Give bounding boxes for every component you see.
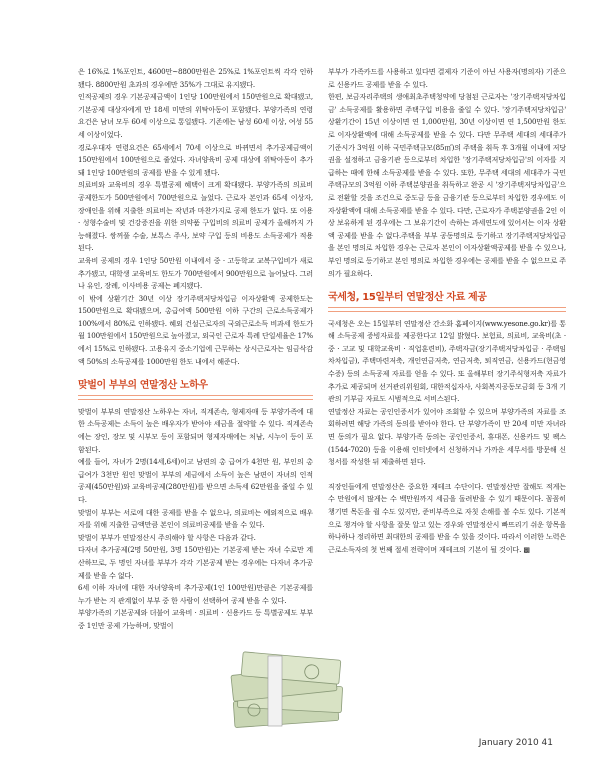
paragraph: 부양가족의 기본공제와 더불어 교육비 · 의료비 · 신용카드 등 특별공제도 부부 중 1인만 공제 가능하며, 맞벌이 (78, 608, 313, 630)
paragraph: 국세청은 오는 15일부터 연말정산 간소화 홈페이지(www.yesone.go.kr)를 통해 소득공제 증빙자료를 제공한다고 12일 밝혔다. 보험료, 의료비, 교육비(초 · 중 · 고교 및 대학교육비 · 직업훈련비), 주택자금(장기주택저당차입금 · 주택임차차입금), 주택마련저축, 개인연금저축, 연금저축, 퇴직연금, 신용카드(현금영수증) 등의 소득공제 자료를 얻을 수 있다. 또 올해부터 장기주식형저축 자료가 추가로 제공되며 선거관리위원회, 대한적십자사, 사회복지공동모금회 등 3개 기관의 기부금 자료도 시범적으로 서비스된다. (328, 318, 566, 404)
paragraph: 예를 들어, 자녀가 2명(14세,6세)이고 남편의 총 급여가 4천만 원, 부인의 총 급여가 3천만 원인 맞벌이 부부의 세금에서 소득이 높은 남편이 자녀의 인적 공제(450만원)와 교육비공제(280만원)를 받으면 소득세 62만원을 줄일 수 있다. (78, 457, 313, 504)
paragraph: 이 밖에 상환기간 30년 이상 장기주택저당차입금 이자상환액 공제한도는 1500만원으로 확대됐으며, 총급여액 500만원 이하 구간의 근로소득공제가 100%에서 80%로 인하됐다. 혜외 건설근로자의 국외근로소득 비과세 한도가 월 100만원에서 150만원으로 높아졌고, 외국인 근로자 특례 단일세율은 17%에서 15%로 인하됐다. 고용유지 중소기업에 근무하는 상시근로자는 임금삭감액 50%의 소득공제를 1000만원 한도 내에서 해준다. (78, 293, 313, 366)
paragraph: 부부가 가족카드를 사용하고 있다면 결제자 기준이 아닌 사용자(명의자) 기준으로 신용카드 공제를 받을 수 있다. (328, 67, 566, 89)
right-column (328, 66, 566, 556)
page-number: 41 (541, 738, 553, 748)
paragraph: 연말정산 자료는 공인인증서가 있어야 조회할 수 있으며 부양가족의 자료를 조회하려면 해당 가족의 동의를 받아야 한다. 단 부양가족이 만 20세 미만 자녀라면 동의가 필요 없다. 부양가족 동의는 공인인증서, 휴대폰, 신용카드 및 팩스(1544-7020) 등을 이용해 인터넷에서 신청하거나 가까운 세무서를 방문해 신청서를 작성한 뒤 제출하면 된다. (328, 406, 566, 467)
paragraph: 다자녀 추가공제(2명 50만원, 3명 150만원)는 기본공제 받는 자녀 수로만 계산하므로, 두 명인 자녀를 부부가 각각 기본공제 받는 경우에는 다자녀 추가공제를 받을 수 없다. (78, 545, 313, 580)
paragraph: 한편, 보금자리주택의 생애최초주택청약에 당첨된 근로자는 '장기주택저당차입금' 소득공제를 활용하면 주택구입 비용을 줄일 수 있다. '장기주택저당차입금' 상환기간이 15년 이상이면 연 1,000만원, 30년 이상이면 연 1,500만원 한도로 이자상환액에 대해 소득공제를 받을 수 있다. 다만 무주택 세대의 세대주가 기준시가 3억원 이하 국민주택규모(85㎡)의 주택을 취득 후 3개월 이내에 저당권을 설정하고 금융기관 등으로부터 차입한 '장기주택저당차입금'의 이자를 지급하는 때에 한해 소득공제를 받을 수 있다. 또한, 무주택 세대의 세대주가 국민주택규모의 3억원 이하 주택분양권을 취득하고 완공 시 '장기주택저당차입금'으로 전환할 것을 조건으로 중도금 등을 금융기관 등으로부터 차입한 경우에도 이자상환액에 대해 소득공제를 받을 수 있다. 다만, 근로자가 주택분양권을 2인 이상 보유하게 된 경우에는 그 보유기간이 속하는 과세연도에 있어서는 이자 상환액 공제를 받을 수 없다.주택을 부부 공동명의로 등기하고 장기주택저당차입금을 본인 명의로 차입한 경우는 근로자 본인이 이자상환액공제를 받을 수 있으나, 부인 명의로 등기하고 본인 명의로 차입한 경우에는 공제를 받을 수 없으므로 주의가 필요하다. (328, 92, 566, 278)
paragraph: 맞벌이 부부의 연말정산 노하우는 자녀, 직계존속, 형제자매 등 부양가족에 대한 소득공제는 소득이 높은 배우자가 받아야 세금을 절약할 수 있다. 직계존속에는 장인, 장모 및 시부모 등이 포함되며 형제자매에는 처남, 시누이 등이 포함된다. (78, 406, 313, 454)
paragraph: 맞벌이 부부가 연말정산시 주의해야 할 사항은 다음과 같다. (78, 532, 256, 542)
paragraph: 교육비 공제의 경우 1인당 50만원 이내에서 중 · 고등학교 교복구입비가 새로 추가됐고, 대학생 교육비도 한도가 700만원에서 900만원으로 늘어났다. 그러나 유인, 장례, 이사비용 공제는 폐지됐다. (78, 255, 313, 291)
paragraph: 의료비와 교육비의 경우 특별공제 혜택이 크게 확대됐다. 부양가족의 의료비 공제한도가 500만원에서 700만원으로 늘었다. 근로자 본인과 65세 이상자, 장애인을 위해 지출한 의료비는 작년과 마찬가지로 공제 한도가 없다. 또 이용 · 성형수술비 및 건강증진을 위한 의약품 구입비의 의료비 공제가 올해까지 가능해졌다. 쌍꺼풀 수술, 보톡스 주사, 보약 구입 등의 비용도 소득공제가 적용된다. (78, 180, 313, 253)
heading-rule (328, 307, 566, 312)
section-heading: 국세청, 15일부터 연말정산 자료 제공 (328, 292, 487, 304)
section-heading: 맞벌이 부부의 연말정산 노하우 (78, 380, 208, 392)
page-footer (479, 738, 553, 748)
left-column (78, 66, 313, 633)
paragraph: 맞벌이 부부는 서로에 대한 공제를 받을 수 없으나, 의료비는 예외적으로 배우자를 위해 지출한 금액만큼 본인이 의료비공제를 받을 수 있다. (78, 507, 313, 530)
paragraph: 경로우대자 연령요건은 65세에서 70세 이상으로 바뀌면서 추가공제금액이 150만원에서 100만원으로 줄었다. 자녀양육비 공제 대상에 위탁아동이 추가돼 1인당 100만원의 공제를 받을 수 있게 됐다. (78, 142, 313, 177)
paragraph: 은 16%로 1%포인트, 4600만~8800만원은 25%로 1%포인트씩 각각 인하됐다. 8800만원 초과의 경우에만 35%가 그대로 유지됐다. (78, 67, 313, 89)
issue-date: January 2010 (478, 738, 539, 748)
money-bundle-icon (228, 640, 348, 735)
paragraph: 인적공제의 경우 기본공제금액이 1인당 100만원에서 150만원으로 확대됐고, 기본공제 대상자에게 만 18세 미만의 위탁아동이 포함됐다. 부양가족의 연령요건은 남녀 모두 60세 이상으로 통일됐다. 기존에는 남성 60세 이상, 여성 55세 이상이었다. (78, 92, 313, 139)
heading-rule (78, 395, 313, 400)
paragraph: 6세 이하 자녀에 대한 자녀양육비 추가공제(1인 100만원)만큼은 기본공제를 누가 받는 지 관계없이 부부 중 한 사람이 선택하여 공제 받을 수 있다. (78, 583, 313, 605)
paragraph: 직장인들에게 연말정산은 중요한 재테크 수단이다. 연말정산만 잘해도 적게는 수 만원에서 많게는 수 백만원까지 세금을 돌려받을 수 있기 때문이다. 꼼꼼히 챙기면 목돈을 쥘 수도 있지만, 준비부족으로 자칫 손해를 볼 수도 있다. 기본적으로 챙겨야 할 사항을 잘못 알고 있는 경우와 연말정산시 빠뜨리기 쉬운 항목을 하나하나 정리하면 최대한의 공제를 받을 수 있을 것이다. 따라서 이러한 노력은 근로소득자의 첫 번째 절세 전략이며 재테크의 기본이 될 것이다. ▩ (328, 481, 566, 554)
